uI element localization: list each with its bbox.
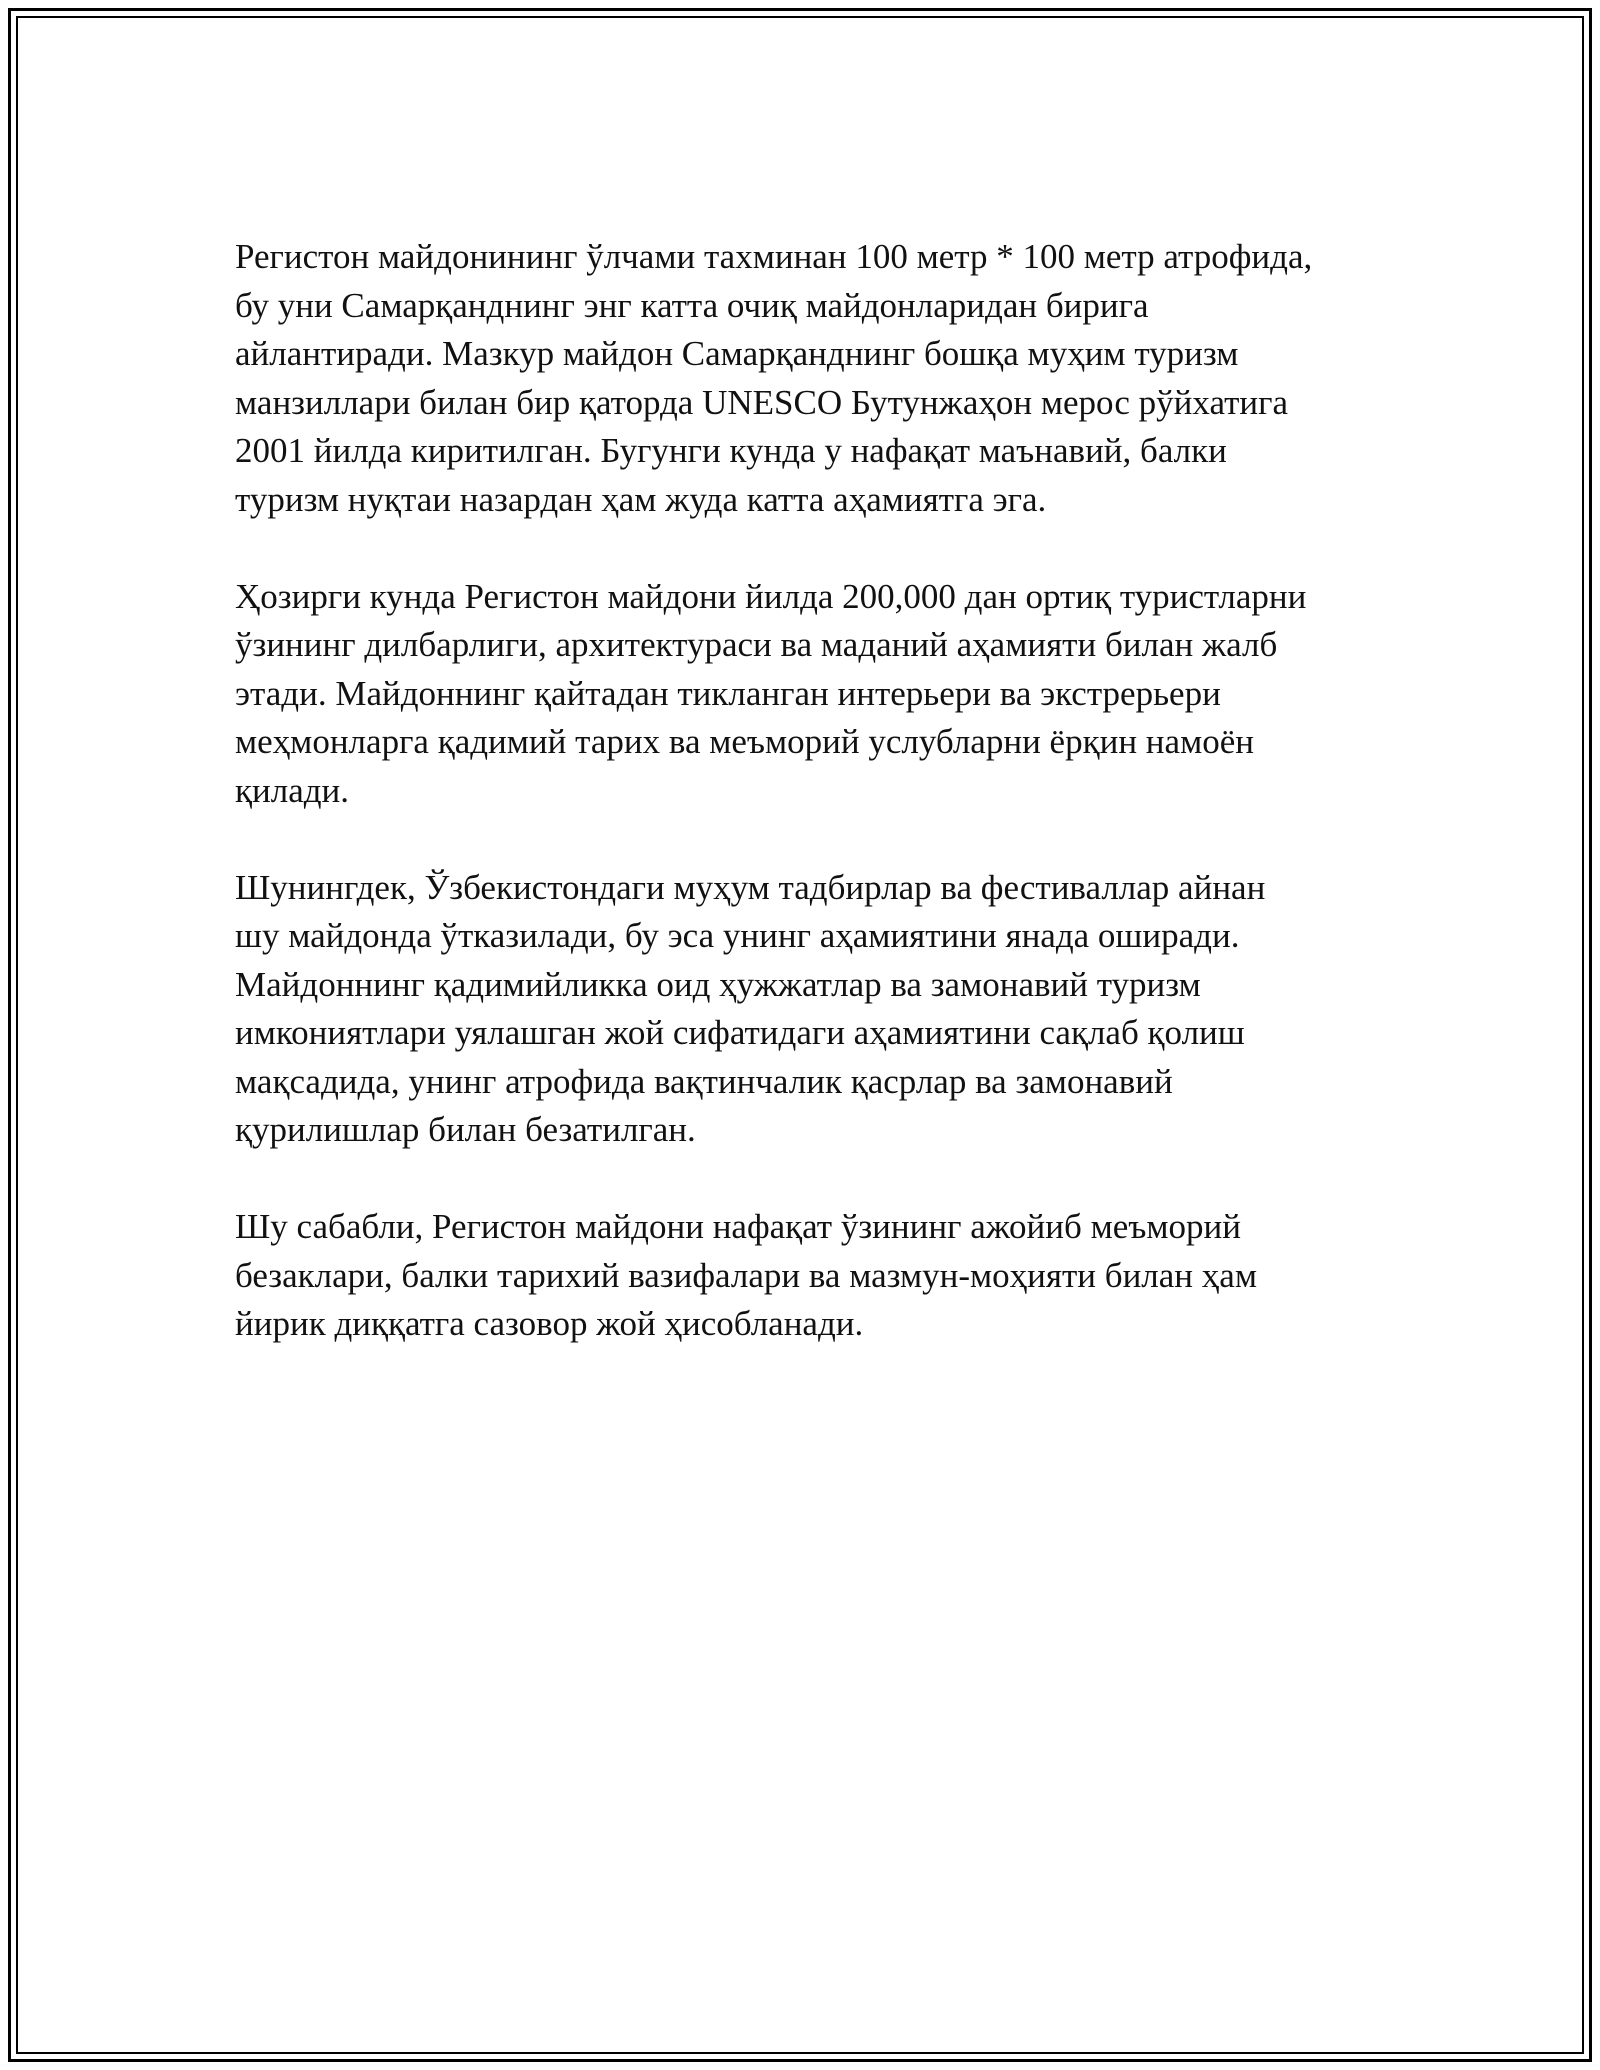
text-line: имкониятлари уялашган жой сифатидаги аҳамиятини сақлаб қолиш <box>235 1013 1245 1052</box>
text-line: ўзининг дилбарлиги, архитектураси ва маданий аҳамияти билан жалб <box>235 625 1278 664</box>
text-line: Регистон майдонининг ўлчами тахминан 100 метр * 100 метр атрофида, <box>235 237 1313 276</box>
text-line: Шу сабабли, Регистон майдони нафақат ўзининг ажойиб меъморий <box>235 1207 1241 1246</box>
text-line: қурилишлар билан безатилган. <box>235 1110 696 1149</box>
text-line: манзиллари билан бир қаторда UNESCO Бутунжаҳон мерос рўйхатига <box>235 382 1288 422</box>
document-body <box>235 233 1375 1397</box>
paragraph-2 <box>235 573 1375 816</box>
text-line: меҳмонларга қадимий тарих ва меъморий услубларни ёрқин намоён <box>235 722 1254 761</box>
text-line: шу майдонда ўтказилади, бу эса унинг аҳамиятини янада оширади. <box>235 916 1240 955</box>
text-line: Ҳозирги кунда Регистон майдони йилда 200,000 дан ортиқ туристларни <box>235 576 1307 616</box>
paragraph-4 <box>235 1203 1375 1349</box>
text-line: туризм нуқтаи назардан ҳам жуда катта аҳамиятга эга. <box>235 479 1047 519</box>
text-line: безаклари, балки тарихий вазифалари ва мазмун-моҳияти билан ҳам <box>235 1255 1257 1295</box>
text-line: қилади. <box>235 770 350 810</box>
text-line: 2001 йилда киритилган. Бугунги кунда у нафақат маънавий, балки <box>235 431 1227 470</box>
text-line: айлантиради. Мазкур майдон Самарқанднинг бошқа муҳим туризм <box>235 334 1239 373</box>
paragraph-3 <box>235 864 1375 1155</box>
text-line: Майдоннинг қадимийликка оид ҳужжатлар ва замонавий туризм <box>235 964 1201 1004</box>
text-line: йирик диққатга сазовор жой ҳисобланади. <box>235 1304 864 1343</box>
text-line: бу уни Самарқанднинг энг катта очиқ майдонларидан бирига <box>235 285 1149 325</box>
text-line: мақсадида, унинг атрофида вақтинчалик қасрлар ва замонавий <box>235 1061 1173 1101</box>
text-line: Шунингдек, Ўзбекистондаги муҳум тадбирлар ва фестиваллар айнан <box>235 867 1266 907</box>
paragraph-1 <box>235 233 1375 524</box>
text-line: этади. Майдоннинг қайтадан тикланган интерьери ва экстрерьери <box>235 673 1221 713</box>
